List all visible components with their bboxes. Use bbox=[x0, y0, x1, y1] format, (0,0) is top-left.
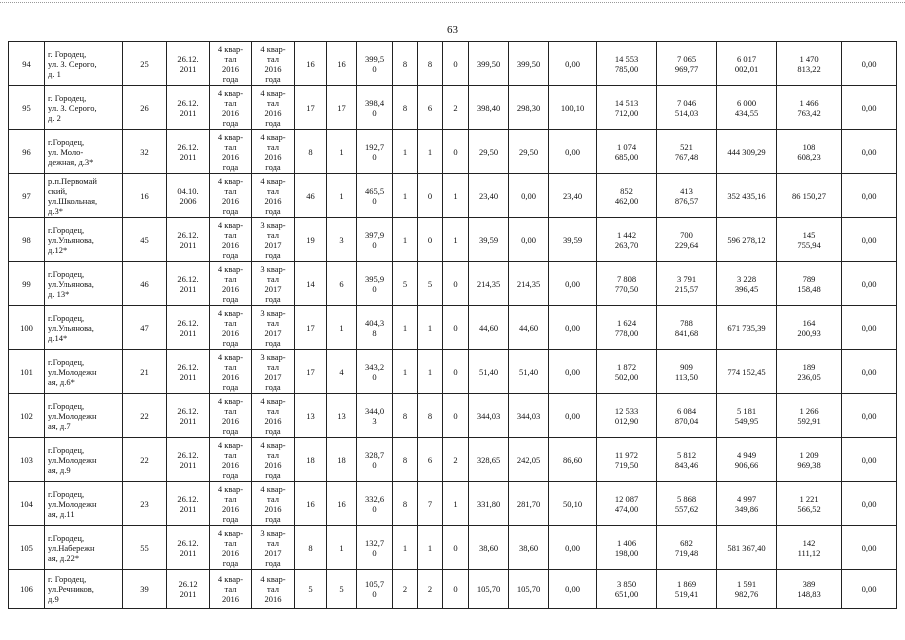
table-row bbox=[9, 350, 897, 394]
resettled-count-cell: 1 bbox=[393, 306, 418, 350]
cost-total-cell: 7 808 770,50 bbox=[597, 262, 657, 306]
date-cell: 26.12. 2011 bbox=[167, 306, 210, 350]
area-municipal-cell: 0,00 bbox=[549, 394, 597, 438]
flats-resettled-cell: 17 bbox=[327, 86, 357, 130]
build-number: 22 bbox=[123, 394, 167, 438]
municipal-count-cell: 0 bbox=[443, 526, 469, 570]
area-municipal-cell: 100,10 bbox=[549, 86, 597, 130]
flats-total-cell: 8 bbox=[295, 526, 327, 570]
cost-total-cell: 1 624 778,00 bbox=[597, 306, 657, 350]
area-municipal-cell: 0,00 bbox=[549, 130, 597, 174]
plan-quarter-cell: 4 квар- тал 2016 года bbox=[210, 526, 252, 570]
row-number: 95 bbox=[9, 86, 45, 130]
area-municipal-cell: 0,00 bbox=[549, 42, 597, 86]
address-cell: г.Городец, ул.Молодежн ая, д.7 bbox=[45, 394, 123, 438]
flats-total-cell: 17 bbox=[295, 350, 327, 394]
build-number: 22 bbox=[123, 438, 167, 482]
row-number: 94 bbox=[9, 42, 45, 86]
row-number: 102 bbox=[9, 394, 45, 438]
cost-extra-cell: 0,00 bbox=[842, 130, 897, 174]
cost-fund-cell: 5 868 557,62 bbox=[657, 482, 717, 526]
cost-region-cell: 581 367,40 bbox=[717, 526, 777, 570]
cost-local-cell: 145 755,94 bbox=[777, 218, 842, 262]
plan-quarter-cell: 4 квар- тал 2016 года bbox=[210, 350, 252, 394]
build-number: 39 bbox=[123, 570, 167, 609]
address-cell: г.Городец, ул.Молодежн ая, д.9 bbox=[45, 438, 123, 482]
cost-fund-cell: 909 113,50 bbox=[657, 350, 717, 394]
municipal-count-cell: 0 bbox=[443, 130, 469, 174]
cost-total-cell: 12 533 012,90 bbox=[597, 394, 657, 438]
area-owned-cell: 44,60 bbox=[509, 306, 549, 350]
cost-fund-cell: 5 812 843,46 bbox=[657, 438, 717, 482]
cost-local-cell: 189 236,05 bbox=[777, 350, 842, 394]
date-cell: 26.12. 2011 bbox=[167, 86, 210, 130]
cost-total-cell: 11 972 719,50 bbox=[597, 438, 657, 482]
plan-quarter-cell: 4 квар- тал 2016 года bbox=[210, 482, 252, 526]
flats-total-cell: 5 bbox=[295, 570, 327, 609]
address-cell: г.Городец, ул. Моло- дежная, д.3* bbox=[45, 130, 123, 174]
cost-region-cell: 4 949 906,66 bbox=[717, 438, 777, 482]
cost-extra-cell: 0,00 bbox=[842, 350, 897, 394]
plan-quarter-cell: 4 квар- тал 2016 года bbox=[210, 262, 252, 306]
owned-count-cell: 1 bbox=[418, 350, 443, 394]
table-row bbox=[9, 42, 897, 86]
date-cell: 04.10. 2006 bbox=[167, 174, 210, 218]
fact-quarter-cell: 4 квар- тал 2016 года bbox=[252, 394, 295, 438]
address-cell: г.Городец, ул.Ульянова, д.12* bbox=[45, 218, 123, 262]
cost-fund-cell: 788 841,68 bbox=[657, 306, 717, 350]
fact-quarter-cell: 4 квар- тал 2016 года bbox=[252, 86, 295, 130]
data-table bbox=[8, 41, 897, 609]
flats-total-cell: 17 bbox=[295, 86, 327, 130]
flats-resettled-cell: 5 bbox=[327, 570, 357, 609]
area-owned-cell: 38,60 bbox=[509, 526, 549, 570]
cost-extra-cell: 0,00 bbox=[842, 218, 897, 262]
area-resettled-cell: 23,40 bbox=[469, 174, 509, 218]
cost-region-cell: 4 997 349,86 bbox=[717, 482, 777, 526]
row-number: 96 bbox=[9, 130, 45, 174]
build-number: 47 bbox=[123, 306, 167, 350]
area-total-cell: 343,2 0 bbox=[357, 350, 393, 394]
resettled-count-cell: 2 bbox=[393, 570, 418, 609]
area-owned-cell: 344,03 bbox=[509, 394, 549, 438]
cost-fund-cell: 6 084 870,04 bbox=[657, 394, 717, 438]
date-cell: 26.12. 2011 bbox=[167, 218, 210, 262]
date-cell: 26.12. 2011 bbox=[167, 350, 210, 394]
address-cell: г. Городец, ул. З. Серого, д. 2 bbox=[45, 86, 123, 130]
flats-resettled-cell: 1 bbox=[327, 130, 357, 174]
row-number: 98 bbox=[9, 218, 45, 262]
fact-quarter-cell: 4 квар- тал 2016 года bbox=[252, 130, 295, 174]
area-owned-cell: 214,35 bbox=[509, 262, 549, 306]
resettled-count-cell: 1 bbox=[393, 526, 418, 570]
table-row bbox=[9, 262, 897, 306]
owned-count-cell: 8 bbox=[418, 394, 443, 438]
flats-resettled-cell: 13 bbox=[327, 394, 357, 438]
municipal-count-cell: 1 bbox=[443, 174, 469, 218]
table-row bbox=[9, 570, 897, 609]
build-number: 25 bbox=[123, 42, 167, 86]
cost-total-cell: 1 872 502,00 bbox=[597, 350, 657, 394]
fact-quarter-cell: 4 квар- тал 2016 года bbox=[252, 482, 295, 526]
owned-count-cell: 0 bbox=[418, 174, 443, 218]
build-number: 23 bbox=[123, 482, 167, 526]
cost-fund-cell: 1 869 519,41 bbox=[657, 570, 717, 609]
cost-total-cell: 1 442 263,70 bbox=[597, 218, 657, 262]
fact-quarter-cell: 4 квар- тал 2016 года bbox=[252, 42, 295, 86]
area-resettled-cell: 398,40 bbox=[469, 86, 509, 130]
cost-region-cell: 1 591 982,76 bbox=[717, 570, 777, 609]
cost-extra-cell: 0,00 bbox=[842, 174, 897, 218]
date-cell: 26.12. 2011 bbox=[167, 394, 210, 438]
cost-region-cell: 3 228 396,45 bbox=[717, 262, 777, 306]
row-number: 105 bbox=[9, 526, 45, 570]
build-number: 46 bbox=[123, 262, 167, 306]
cost-fund-cell: 700 229,64 bbox=[657, 218, 717, 262]
owned-count-cell: 6 bbox=[418, 86, 443, 130]
cost-extra-cell: 0,00 bbox=[842, 526, 897, 570]
table-row bbox=[9, 174, 897, 218]
page-edge bbox=[0, 2, 905, 3]
area-municipal-cell: 0,00 bbox=[549, 306, 597, 350]
cost-total-cell: 14 513 712,00 bbox=[597, 86, 657, 130]
cost-region-cell: 5 181 549,95 bbox=[717, 394, 777, 438]
fact-quarter-cell: 3 квар- тал 2017 года bbox=[252, 218, 295, 262]
build-number: 45 bbox=[123, 218, 167, 262]
flats-total-cell: 19 bbox=[295, 218, 327, 262]
area-resettled-cell: 331,80 bbox=[469, 482, 509, 526]
area-total-cell: 105,7 0 bbox=[357, 570, 393, 609]
row-number: 101 bbox=[9, 350, 45, 394]
owned-count-cell: 5 bbox=[418, 262, 443, 306]
area-resettled-cell: 38,60 bbox=[469, 526, 509, 570]
area-owned-cell: 298,30 bbox=[509, 86, 549, 130]
municipal-count-cell: 0 bbox=[443, 350, 469, 394]
cost-total-cell: 14 553 785,00 bbox=[597, 42, 657, 86]
resettled-count-cell: 8 bbox=[393, 394, 418, 438]
cost-extra-cell: 0,00 bbox=[842, 86, 897, 130]
resettled-count-cell: 1 bbox=[393, 350, 418, 394]
area-total-cell: 404,3 8 bbox=[357, 306, 393, 350]
address-cell: г.Городец, ул.Ульянова, д.14* bbox=[45, 306, 123, 350]
plan-quarter-cell: 4 квар- тал 2016 года bbox=[210, 438, 252, 482]
cost-local-cell: 1 470 813,22 bbox=[777, 42, 842, 86]
area-total-cell: 465,5 0 bbox=[357, 174, 393, 218]
area-municipal-cell: 39,59 bbox=[549, 218, 597, 262]
address-cell: г.Городец, ул.Набережн ая, д.22* bbox=[45, 526, 123, 570]
area-municipal-cell: 0,00 bbox=[549, 262, 597, 306]
address-cell: г.Городец, ул.Молодежн ая, д.11 bbox=[45, 482, 123, 526]
cost-extra-cell: 0,00 bbox=[842, 570, 897, 609]
fact-quarter-cell: 4 квар- тал 2016 bbox=[252, 570, 295, 609]
flats-total-cell: 8 bbox=[295, 130, 327, 174]
cost-local-cell: 108 608,23 bbox=[777, 130, 842, 174]
cost-region-cell: 444 309,29 bbox=[717, 130, 777, 174]
cost-local-cell: 789 158,48 bbox=[777, 262, 842, 306]
flats-resettled-cell: 1 bbox=[327, 306, 357, 350]
municipal-count-cell: 2 bbox=[443, 438, 469, 482]
area-municipal-cell: 50,10 bbox=[549, 482, 597, 526]
flats-total-cell: 17 bbox=[295, 306, 327, 350]
flats-total-cell: 16 bbox=[295, 42, 327, 86]
area-owned-cell: 0,00 bbox=[509, 218, 549, 262]
plan-quarter-cell: 4 квар- тал 2016 года bbox=[210, 174, 252, 218]
cost-region-cell: 671 735,39 bbox=[717, 306, 777, 350]
plan-quarter-cell: 4 квар- тал 2016 года bbox=[210, 394, 252, 438]
cost-region-cell: 6 000 434,55 bbox=[717, 86, 777, 130]
build-number: 32 bbox=[123, 130, 167, 174]
resettled-count-cell: 8 bbox=[393, 482, 418, 526]
flats-resettled-cell: 16 bbox=[327, 42, 357, 86]
table-row bbox=[9, 438, 897, 482]
date-cell: 26.12. 2011 bbox=[167, 42, 210, 86]
address-cell: р.п.Первомай ский, ул.Школьная, д.3* bbox=[45, 174, 123, 218]
area-municipal-cell: 23,40 bbox=[549, 174, 597, 218]
area-total-cell: 192,7 0 bbox=[357, 130, 393, 174]
area-resettled-cell: 399,50 bbox=[469, 42, 509, 86]
flats-resettled-cell: 3 bbox=[327, 218, 357, 262]
municipal-count-cell: 0 bbox=[443, 262, 469, 306]
flats-resettled-cell: 1 bbox=[327, 526, 357, 570]
area-owned-cell: 242,05 bbox=[509, 438, 549, 482]
area-owned-cell: 29,50 bbox=[509, 130, 549, 174]
build-number: 16 bbox=[123, 174, 167, 218]
area-total-cell: 328,7 0 bbox=[357, 438, 393, 482]
flats-resettled-cell: 1 bbox=[327, 174, 357, 218]
row-number: 99 bbox=[9, 262, 45, 306]
municipal-count-cell: 2 bbox=[443, 86, 469, 130]
area-owned-cell: 0,00 bbox=[509, 174, 549, 218]
owned-count-cell: 2 bbox=[418, 570, 443, 609]
resettled-count-cell: 8 bbox=[393, 86, 418, 130]
flats-resettled-cell: 18 bbox=[327, 438, 357, 482]
area-owned-cell: 105,70 bbox=[509, 570, 549, 609]
flats-total-cell: 46 bbox=[295, 174, 327, 218]
cost-fund-cell: 521 767,48 bbox=[657, 130, 717, 174]
address-cell: г. Городец, ул. З. Серого, д. 1 bbox=[45, 42, 123, 86]
area-resettled-cell: 29,50 bbox=[469, 130, 509, 174]
owned-count-cell: 8 bbox=[418, 42, 443, 86]
page-number: 63 bbox=[447, 24, 458, 36]
fact-quarter-cell: 3 квар- тал 2017 года bbox=[252, 262, 295, 306]
cost-local-cell: 389 148,83 bbox=[777, 570, 842, 609]
area-total-cell: 399,5 0 bbox=[357, 42, 393, 86]
flats-resettled-cell: 4 bbox=[327, 350, 357, 394]
row-number: 106 bbox=[9, 570, 45, 609]
cost-local-cell: 1 221 566,52 bbox=[777, 482, 842, 526]
cost-extra-cell: 0,00 bbox=[842, 394, 897, 438]
cost-local-cell: 142 111,12 bbox=[777, 526, 842, 570]
cost-extra-cell: 0,00 bbox=[842, 482, 897, 526]
build-number: 26 bbox=[123, 86, 167, 130]
table-row bbox=[9, 130, 897, 174]
build-number: 55 bbox=[123, 526, 167, 570]
table-row bbox=[9, 218, 897, 262]
flats-total-cell: 18 bbox=[295, 438, 327, 482]
plan-quarter-cell: 4 квар- тал 2016 года bbox=[210, 86, 252, 130]
flats-resettled-cell: 6 bbox=[327, 262, 357, 306]
cost-extra-cell: 0,00 bbox=[842, 306, 897, 350]
table-container bbox=[8, 41, 896, 609]
cost-local-cell: 164 200,93 bbox=[777, 306, 842, 350]
area-resettled-cell: 214,35 bbox=[469, 262, 509, 306]
address-cell: г.Городец, ул.Молодежн ая, д.6* bbox=[45, 350, 123, 394]
cost-region-cell: 596 278,12 bbox=[717, 218, 777, 262]
cost-fund-cell: 7 065 969,77 bbox=[657, 42, 717, 86]
cost-local-cell: 1 209 969,38 bbox=[777, 438, 842, 482]
area-owned-cell: 281,70 bbox=[509, 482, 549, 526]
municipal-count-cell: 0 bbox=[443, 394, 469, 438]
cost-total-cell: 3 850 651,00 bbox=[597, 570, 657, 609]
cost-total-cell: 1 406 198,00 bbox=[597, 526, 657, 570]
cost-extra-cell: 0,00 bbox=[842, 42, 897, 86]
cost-fund-cell: 3 791 215,57 bbox=[657, 262, 717, 306]
cost-fund-cell: 682 719,48 bbox=[657, 526, 717, 570]
resettled-count-cell: 1 bbox=[393, 174, 418, 218]
area-municipal-cell: 0,00 bbox=[549, 350, 597, 394]
plan-quarter-cell: 4 квар- тал 2016 bbox=[210, 570, 252, 609]
plan-quarter-cell: 4 квар- тал 2016 года bbox=[210, 130, 252, 174]
cost-region-cell: 6 017 002,01 bbox=[717, 42, 777, 86]
cost-total-cell: 12 087 474,00 bbox=[597, 482, 657, 526]
area-total-cell: 344,0 3 bbox=[357, 394, 393, 438]
area-municipal-cell: 86,60 bbox=[549, 438, 597, 482]
area-total-cell: 395,9 0 bbox=[357, 262, 393, 306]
address-cell: г.Городец, ул.Ульянова, д. 13* bbox=[45, 262, 123, 306]
area-owned-cell: 399,50 bbox=[509, 42, 549, 86]
resettled-count-cell: 1 bbox=[393, 218, 418, 262]
municipal-count-cell: 0 bbox=[443, 306, 469, 350]
row-number: 97 bbox=[9, 174, 45, 218]
row-number: 104 bbox=[9, 482, 45, 526]
table-row bbox=[9, 86, 897, 130]
municipal-count-cell: 0 bbox=[443, 570, 469, 609]
fact-quarter-cell: 3 квар- тал 2017 года bbox=[252, 350, 295, 394]
plan-quarter-cell: 4 квар- тал 2016 года bbox=[210, 306, 252, 350]
fact-quarter-cell: 4 квар- тал 2016 года bbox=[252, 438, 295, 482]
date-cell: 26.12. 2011 bbox=[167, 438, 210, 482]
owned-count-cell: 1 bbox=[418, 306, 443, 350]
fact-quarter-cell: 4 квар- тал 2016 года bbox=[252, 174, 295, 218]
fact-quarter-cell: 3 квар- тал 2017 года bbox=[252, 306, 295, 350]
cost-extra-cell: 0,00 bbox=[842, 262, 897, 306]
cost-local-cell: 1 266 592,91 bbox=[777, 394, 842, 438]
cost-local-cell: 86 150,27 bbox=[777, 174, 842, 218]
cost-region-cell: 352 435,16 bbox=[717, 174, 777, 218]
date-cell: 26.12. 2011 bbox=[167, 262, 210, 306]
municipal-count-cell: 0 bbox=[443, 42, 469, 86]
area-resettled-cell: 344,03 bbox=[469, 394, 509, 438]
resettled-count-cell: 8 bbox=[393, 42, 418, 86]
date-cell: 26.12. 2011 bbox=[167, 526, 210, 570]
resettled-count-cell: 8 bbox=[393, 438, 418, 482]
area-total-cell: 332,6 0 bbox=[357, 482, 393, 526]
row-number: 103 bbox=[9, 438, 45, 482]
date-cell: 26.12. 2011 bbox=[167, 482, 210, 526]
cost-total-cell: 852 462,00 bbox=[597, 174, 657, 218]
resettled-count-cell: 1 bbox=[393, 130, 418, 174]
table-row bbox=[9, 482, 897, 526]
row-number: 100 bbox=[9, 306, 45, 350]
plan-quarter-cell: 4 квар- тал 2016 года bbox=[210, 218, 252, 262]
area-owned-cell: 51,40 bbox=[509, 350, 549, 394]
table-row bbox=[9, 526, 897, 570]
cost-fund-cell: 413 876,57 bbox=[657, 174, 717, 218]
cost-fund-cell: 7 046 514,03 bbox=[657, 86, 717, 130]
plan-quarter-cell: 4 квар- тал 2016 года bbox=[210, 42, 252, 86]
cost-region-cell: 774 152,45 bbox=[717, 350, 777, 394]
owned-count-cell: 1 bbox=[418, 130, 443, 174]
municipal-count-cell: 1 bbox=[443, 482, 469, 526]
flats-total-cell: 13 bbox=[295, 394, 327, 438]
table-row bbox=[9, 306, 897, 350]
owned-count-cell: 0 bbox=[418, 218, 443, 262]
resettled-count-cell: 5 bbox=[393, 262, 418, 306]
area-municipal-cell: 0,00 bbox=[549, 526, 597, 570]
area-resettled-cell: 39,59 bbox=[469, 218, 509, 262]
area-resettled-cell: 105,70 bbox=[469, 570, 509, 609]
municipal-count-cell: 1 bbox=[443, 218, 469, 262]
owned-count-cell: 1 bbox=[418, 526, 443, 570]
area-municipal-cell: 0,00 bbox=[549, 570, 597, 609]
area-resettled-cell: 51,40 bbox=[469, 350, 509, 394]
cost-extra-cell: 0,00 bbox=[842, 438, 897, 482]
area-total-cell: 397,9 0 bbox=[357, 218, 393, 262]
flats-total-cell: 16 bbox=[295, 482, 327, 526]
table-row bbox=[9, 394, 897, 438]
area-resettled-cell: 44,60 bbox=[469, 306, 509, 350]
date-cell: 26.12 2011 bbox=[167, 570, 210, 609]
cost-local-cell: 1 466 763,42 bbox=[777, 86, 842, 130]
owned-count-cell: 6 bbox=[418, 438, 443, 482]
area-total-cell: 398,4 0 bbox=[357, 86, 393, 130]
area-total-cell: 132,7 0 bbox=[357, 526, 393, 570]
build-number: 21 bbox=[123, 350, 167, 394]
date-cell: 26.12. 2011 bbox=[167, 130, 210, 174]
flats-resettled-cell: 16 bbox=[327, 482, 357, 526]
address-cell: г. Городец, ул.Речников, д.9 bbox=[45, 570, 123, 609]
flats-total-cell: 14 bbox=[295, 262, 327, 306]
fact-quarter-cell: 3 квар- тал 2017 года bbox=[252, 526, 295, 570]
cost-total-cell: 1 074 685,00 bbox=[597, 130, 657, 174]
owned-count-cell: 7 bbox=[418, 482, 443, 526]
area-resettled-cell: 328,65 bbox=[469, 438, 509, 482]
